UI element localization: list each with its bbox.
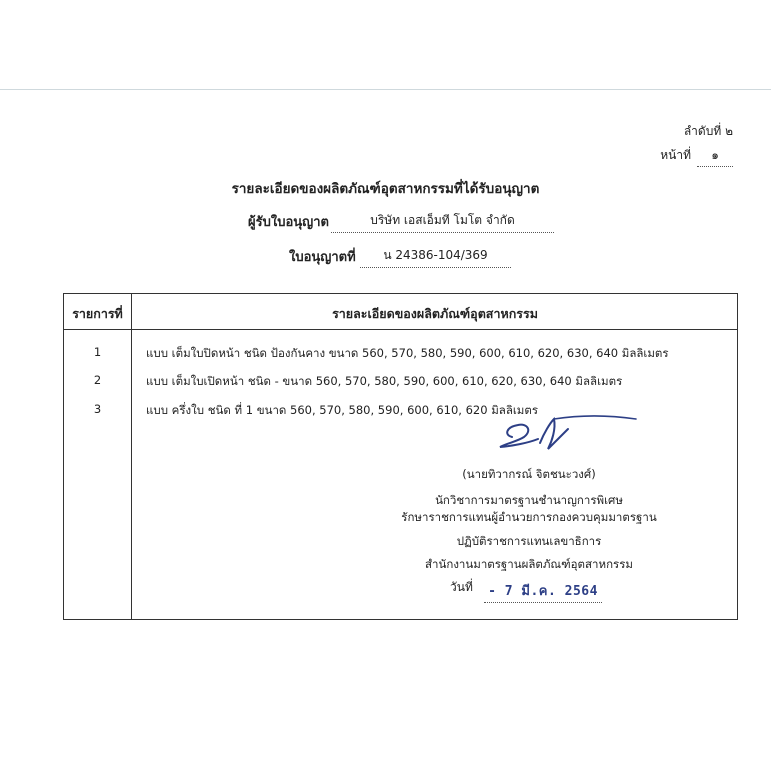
- row-description: แบบ เต็มใบเปิดหน้า ชนิด - ขนาด 560, 570, 580, 590, 600, 610, 620, 630, 640 มิลลิเมตร: [146, 374, 623, 388]
- license-number-value: น 24386-104/369: [360, 246, 511, 268]
- column-divider: [131, 294, 132, 619]
- header-divider: [64, 329, 737, 330]
- handwritten-signature: [494, 413, 640, 457]
- document-title: รายละเอียดของผลิตภัณฑ์อุตสาหกรรมที่ได้รับอนุญาต: [231, 181, 540, 197]
- date-label: วันที่: [450, 580, 473, 594]
- licensee-value: บริษัท เอสเอ็มที โมโต จำกัด: [331, 211, 554, 233]
- product-detail-table: [63, 293, 738, 620]
- row-number: 1: [93, 345, 102, 359]
- table-row: [64, 345, 737, 363]
- order-number: [684, 122, 733, 141]
- date-value: - 7 มี.ค. 2564: [484, 580, 602, 603]
- signatory-acting-position: รักษาราชการแทนผู้อำนวยการกองควบคุมมาตรฐาน: [401, 510, 657, 524]
- page-number: [660, 146, 733, 167]
- top-divider: [0, 89, 771, 90]
- row-description: แบบ เต็มใบปิดหน้า ชนิด ป้องกันคาง ขนาด 560, 570, 580, 590, 600, 610, 620, 630, 640 มิลลิเมตร: [146, 346, 669, 360]
- signatory-position: นักวิชาการมาตรฐานชำนาญการพิเศษ: [435, 493, 623, 507]
- row-description: แบบ ครึ่งใบ ชนิด ที่ 1 ขนาด 560, 570, 580, 590, 600, 610, 620 มิลลิเมตร: [146, 403, 539, 417]
- signatory-name: (นายทิวากรณ์ จิตชนะวงศ์): [462, 467, 596, 481]
- licensee-label: ผู้รับใบอนุญาต: [248, 215, 329, 230]
- license-number-label: ใบอนุญาตที่: [289, 250, 356, 265]
- signature-date: [450, 578, 610, 600]
- row-number: 3: [93, 402, 102, 416]
- page-label: หน้าที่: [660, 148, 691, 162]
- order-label: ลำดับที่: [683, 124, 722, 138]
- row-number: 2: [93, 373, 102, 387]
- signatory-delegation: ปฏิบัติราชการแทนเลขาธิการ: [456, 534, 602, 548]
- header-description: รายละเอียดของผลิตภัณฑ์อุตสาหกรรม: [332, 306, 538, 321]
- header-item-no: รายการที่: [72, 306, 123, 321]
- order-value: ๒: [725, 124, 733, 138]
- page-value: ๑: [697, 146, 733, 167]
- signatory-office: สำนักงานมาตรฐานผลิตภัณฑ์อุตสาหกรรม: [425, 557, 633, 571]
- table-row: [64, 373, 737, 391]
